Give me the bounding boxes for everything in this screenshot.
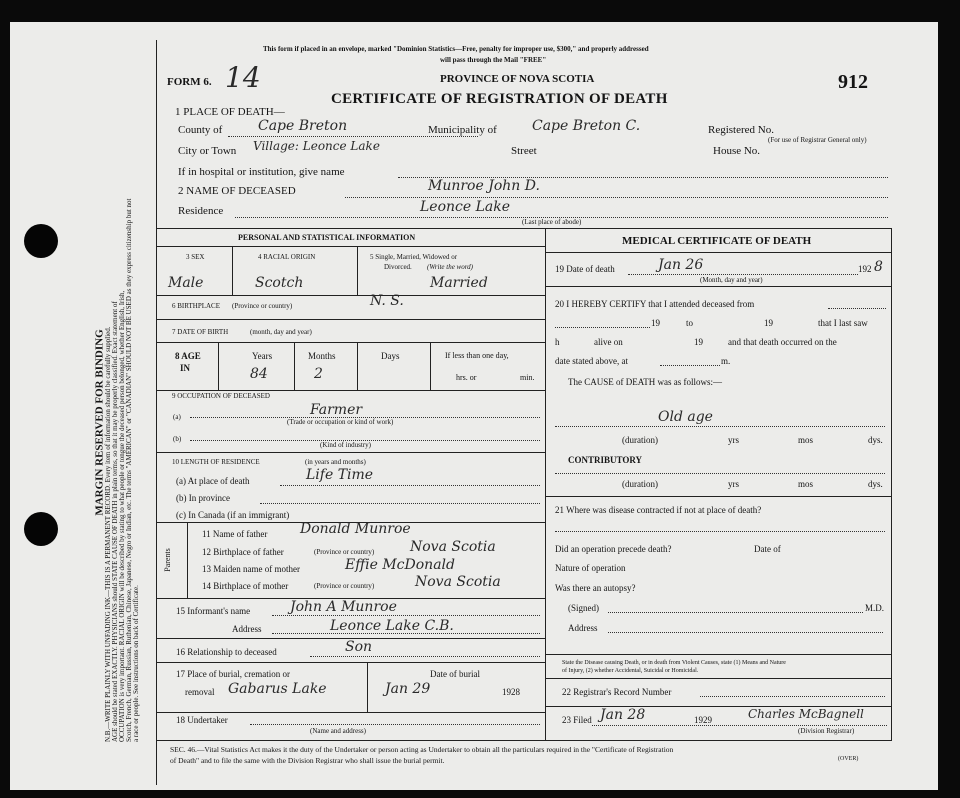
residence-label: Residence [178, 205, 224, 217]
filed-date-value: Jan 28 [600, 707, 646, 723]
time-line [660, 365, 720, 366]
residence-value: Leonce Lake [420, 199, 511, 215]
death-date-value: Jan 26 [658, 257, 704, 273]
operation-date-label: Date of [754, 544, 781, 554]
mother-bp-label: 14 Birthplace of mother [202, 581, 289, 591]
row-line [157, 295, 545, 296]
months-label: Months [308, 351, 336, 361]
certify-line [828, 308, 886, 309]
informant-value: John A Munroe [290, 599, 397, 615]
residence-length-label: 10 LENGTH OF RESIDENCE [172, 458, 260, 466]
row-line [545, 252, 891, 253]
burial-place-value: Gabarus Lake [228, 681, 327, 697]
birthplace-label: 6 BIRTHPLACE [172, 302, 220, 310]
h-label: h [555, 337, 560, 347]
signed-label: (Signed) [568, 603, 599, 613]
margin-instructions [105, 82, 167, 742]
undertaker-label: 18 Undertaker [176, 715, 228, 725]
row-line [545, 678, 891, 679]
res-a-value: Life Time [306, 467, 374, 483]
mail-notice-2: will pass through the Mail "FREE" [440, 56, 547, 64]
marital-label-2: Divorced. [384, 263, 412, 271]
marital-label-1: 5 Single, Married, Widowed or [370, 253, 458, 261]
instruction-line: a race or people. See instructions on back of Certificate. [132, 585, 140, 742]
county-value: Cape Breton [258, 118, 348, 134]
min-label: min. [520, 373, 535, 382]
cell-divider [232, 246, 233, 295]
hrs-label: hrs. or [456, 373, 477, 382]
table-top-border [157, 228, 892, 229]
table-right-border [891, 228, 892, 740]
dys-label-2: dys. [868, 479, 883, 489]
residence-note: (Last place of abode) [522, 218, 582, 226]
filed-year: 1929 [694, 715, 712, 725]
md-label: M.D. [865, 603, 885, 613]
birthplace-note: (Province or country) [232, 302, 293, 310]
name-line [345, 197, 888, 198]
column-divider [545, 228, 546, 740]
sex-label: 3 SEX [186, 253, 205, 261]
medical-address-line [608, 632, 883, 633]
mother-bp-value: Nova Scotia [415, 574, 501, 590]
from-line [555, 327, 650, 328]
handwritten-mark: 14 [225, 61, 261, 94]
death-date-label: 19 Date of death [555, 264, 615, 274]
death-certificate [10, 22, 938, 790]
table-bottom-border [157, 740, 892, 741]
operation-label: Did an operation precede death? [555, 544, 672, 554]
relationship-line [310, 656, 540, 657]
cell-divider [294, 342, 295, 390]
cause-line [555, 426, 885, 427]
months-value: 2 [314, 366, 323, 382]
instruction-line: OCCUPATION is very important. RACIAL ORIGIN will be described by stating to what people or tongue the deceased person belonged, whether English, Irish, [118, 290, 126, 742]
over-label: (OVER) [838, 756, 859, 762]
res-b-line [260, 503, 540, 504]
burial-date-value: Jan 29 [385, 681, 431, 697]
county-label: County of [178, 124, 223, 136]
informant-line [272, 615, 540, 616]
cause-label: The CAUSE of DEATH was as follows:— [568, 377, 722, 387]
registrar-signature: Charles McBagnell [748, 707, 864, 721]
municipality-value: Cape Breton C. [532, 118, 641, 134]
cell-divider [357, 246, 358, 295]
medical-heading: MEDICAL CERTIFICATE OF DEATH [622, 235, 812, 247]
binding-hole [24, 224, 58, 258]
father-label: 11 Name of father [202, 529, 268, 539]
instruction-line: Scotch, French, German, Russian, Ruthenian, Chinese, Japanese, Negro or Indian, etc. The terms "AMERICAN" or "CANADIAN" SHOULD NOT BE USED as they express citizenship but not [125, 198, 133, 742]
province-heading: PROVINCE OF NOVA SCOTIA [440, 73, 595, 85]
row-line [545, 496, 891, 497]
birthplace-value: N. S. [370, 293, 404, 309]
cell-divider [357, 342, 358, 390]
instruction-line: N.B.—WRITE PLAINLY WITH UNFADING INK—THIS IS A PERMANENT RECORD. Every item of information should be carefully supplied. [104, 326, 112, 742]
certificate-title: CERTIFICATE OF REGISTRATION OF DEATH [331, 91, 668, 107]
row-line [157, 319, 545, 320]
violent-causes-note-2: of Injury, (2) whether Accidental, Suicidal or Homicidal. [562, 668, 699, 674]
occupation-label: 9 OCCUPATION OF DECEASED [172, 392, 270, 400]
undertaker-note: (Name and address) [310, 727, 366, 735]
binding-label: MARGIN RESERVED FOR BINDING [93, 329, 106, 516]
father-bp-value: Nova Scotia [410, 539, 496, 555]
res-a-label: (a) At place of death [176, 476, 250, 486]
father-bp-note: (Province or country) [314, 548, 375, 556]
from-19: 19 [651, 318, 660, 328]
medical-address-label: Address [568, 623, 598, 633]
contracted-line [555, 531, 885, 532]
parents-divider [187, 522, 188, 598]
undertaker-line [250, 724, 540, 725]
footer-line-2: of Death" and to file the same with the Division Registrar who shall issue the burial permit. [170, 756, 445, 765]
occ-b-label: (b) [173, 435, 182, 443]
days-label: Days [381, 351, 400, 361]
informant-address-label: Address [232, 624, 262, 634]
death-date-line [628, 274, 858, 275]
alive-label: alive on [594, 337, 623, 347]
racial-label: 4 RACIAL ORIGIN [258, 253, 316, 261]
years-label: Years [252, 351, 273, 361]
row-line [545, 286, 891, 287]
age-label-in: IN [180, 363, 191, 373]
to-19: 19 [764, 318, 773, 328]
contributory-label: CONTRIBUTORY [568, 455, 643, 465]
duration-label-2: (duration) [622, 479, 658, 489]
alive-19: 19 [694, 337, 703, 347]
dys-label: dys. [868, 435, 883, 445]
cell-divider [430, 342, 431, 390]
row-line [157, 342, 545, 343]
death-date-note: (Month, day and year) [700, 276, 763, 284]
parents-label: Parents [162, 548, 172, 572]
death-occurred-label: and that death occurred on the [728, 337, 837, 347]
res-b-label: (b) In province [176, 493, 230, 503]
form-left-border [156, 40, 157, 785]
certificate-number: 912 [838, 71, 868, 93]
marital-note: (Write the word) [427, 263, 474, 271]
last-saw-label: that I last saw [818, 318, 868, 328]
row-line [157, 452, 545, 453]
certify-label: 20 I HEREBY CERTIFY that I attended deceased from [555, 299, 755, 309]
cause-value: Old age [658, 409, 713, 425]
res-a-line [280, 485, 540, 486]
burial-label-removal: removal [185, 687, 215, 697]
row-line [545, 654, 891, 655]
autopsy-label: Was there an autopsy? [555, 583, 636, 593]
occ-b-note: (Kind of industry) [320, 441, 371, 449]
instruction-line: AGE should be stated EXACTLY. PHYSICIANS should STATE CAUSE OF DEATH in plain terms, so that it may be properly classified. Exact statement of [111, 301, 119, 742]
deceased-name-label: 2 NAME OF DECEASED [178, 185, 296, 197]
residence-length-note: (in years and months) [305, 458, 366, 466]
nature-label: Nature of operation [555, 563, 626, 573]
filed-label: 23 Filed [562, 715, 592, 725]
mother-value: Effie McDonald [345, 557, 455, 573]
burial-label: 17 Place of burial, cremation or [176, 669, 290, 679]
informant-address-value: Leonce Lake C.B. [330, 618, 454, 634]
father-value: Donald Munroe [300, 521, 411, 537]
dob-note: (month, day and year) [250, 328, 312, 336]
burial-year: 1928 [502, 687, 520, 697]
racial-value: Scotch [255, 275, 304, 291]
mother-bp-note: (Province or country) [314, 582, 375, 590]
age-label: 8 AGE [175, 351, 201, 361]
address-line [272, 633, 540, 634]
relationship-value: Son [345, 639, 373, 655]
cell-divider [367, 662, 368, 712]
res-c-label: (c) In Canada (if an immigrant) [176, 510, 290, 520]
less-than-day-label: If less than one day, [445, 351, 509, 360]
contributory-line [555, 473, 885, 474]
registrar-use-note: (For use of Registrar General only) [768, 136, 867, 144]
violent-causes-note: State the Disease causing Death, or in death from Violent Causes, state (1) Means and Nature [562, 660, 786, 666]
municipality-label: Municipality of [428, 124, 497, 136]
death-year-digit: 8 [874, 259, 883, 275]
city-value: Village: Leonce Lake [253, 139, 380, 153]
date-stated-label: date stated above, at [555, 356, 628, 366]
contracted-label: 21 Where was disease contracted if not at place of death? [555, 505, 762, 515]
m-label: m. [721, 356, 731, 366]
occ-a-label: (a) [173, 413, 181, 421]
occ-a-value: Farmer [310, 402, 363, 418]
years-value: 84 [250, 366, 268, 382]
registered-no-label: Registered No. [708, 124, 774, 136]
personal-heading: PERSONAL AND STATISTICAL INFORMATION [238, 233, 416, 242]
house-no-label: House No. [713, 145, 761, 157]
mos-label-2: mos [798, 479, 814, 489]
yrs-label: yrs [728, 435, 739, 445]
mail-notice: This form if placed in an envelope, marked "Dominion Statistics—Free, penalty for improper use, $300," and properly addressed [263, 45, 649, 53]
city-label: City or Town [178, 145, 237, 157]
binding-hole [24, 512, 58, 546]
sex-value: Male [168, 275, 204, 291]
record-number-label: 22 Registrar's Record Number [562, 687, 672, 697]
mother-label: 13 Maiden name of mother [202, 564, 300, 574]
footer-line-1: SEC. 46.—Vital Statistics Act makes it the duty of the Undertaker or person acting as Undertaker to obtain all the particulars required in the "Certificate of Registration [170, 745, 674, 754]
row-line [157, 390, 545, 391]
dob-label: 7 DATE OF BIRTH [172, 328, 229, 336]
mos-label: mos [798, 435, 814, 445]
relationship-label: 16 Relationship to deceased [176, 647, 277, 657]
marital-value: Married [430, 275, 488, 291]
record-number-line [700, 696, 885, 697]
form-number: FORM 6. [167, 76, 212, 88]
death-year-prefix: 192 [858, 264, 872, 274]
row-line [157, 712, 545, 713]
filed-line [592, 725, 887, 726]
cell-divider [218, 342, 219, 390]
yrs-label-2: yrs [728, 479, 739, 489]
county-line [228, 136, 478, 137]
street-label: Street [511, 145, 537, 157]
signed-line [608, 612, 863, 613]
row-line [157, 662, 545, 663]
to-label: to [686, 318, 694, 328]
duration-label: (duration) [622, 435, 658, 445]
father-bp-label: 12 Birthplace of father [202, 547, 284, 557]
place-of-death-heading: 1 PLACE OF DEATH— [175, 106, 285, 118]
division-registrar-note: (Division Registrar) [798, 727, 855, 735]
deceased-name-value: Munroe John D. [428, 178, 540, 194]
informant-label: 15 Informant's name [176, 606, 251, 616]
occ-a-note: (Trade or occupation or kind of work) [287, 418, 394, 426]
row-line [157, 246, 545, 247]
hospital-label: If in hospital or institution, give name [178, 166, 345, 178]
burial-date-label: Date of burial [430, 669, 480, 679]
